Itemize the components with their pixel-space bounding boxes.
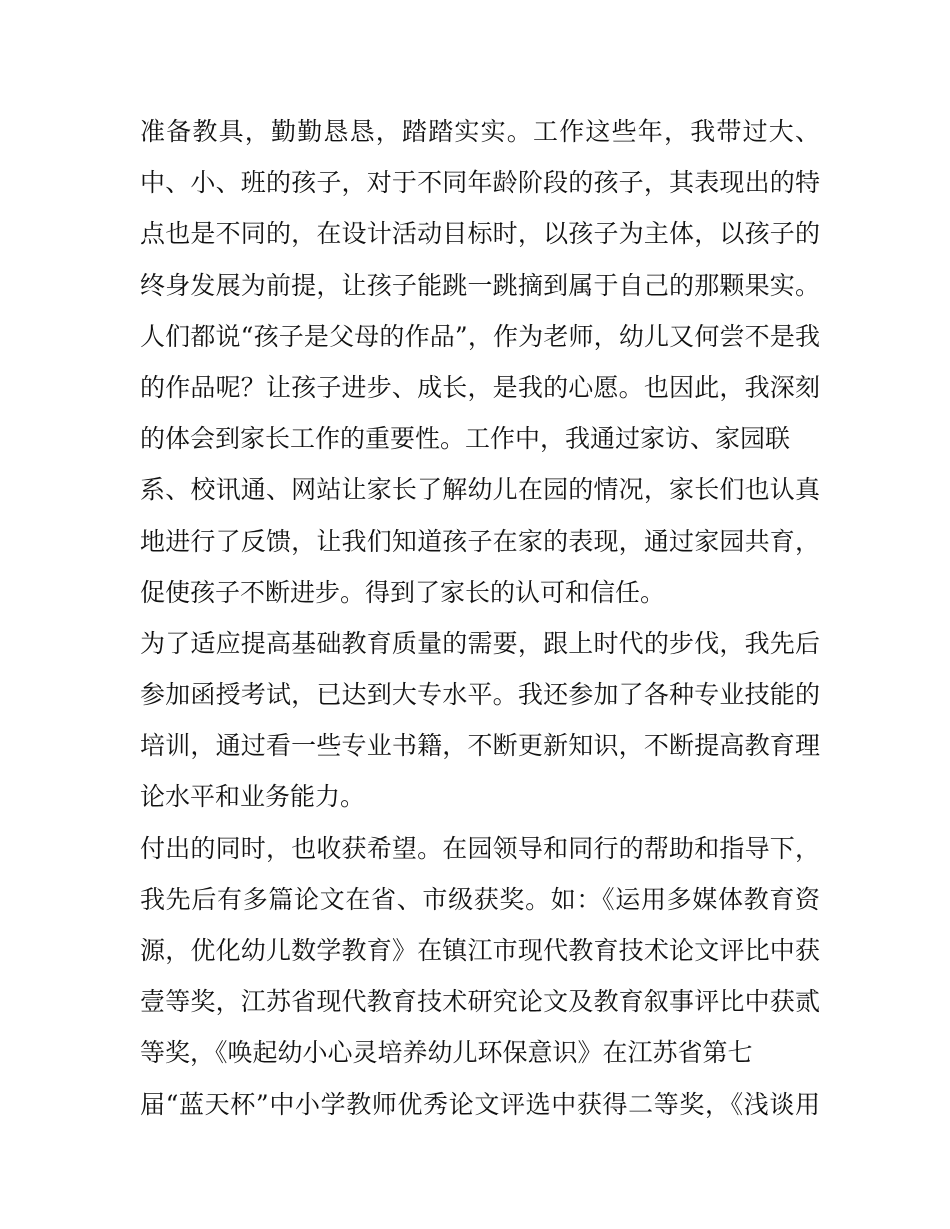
text-line: 点也是不同的，在设计活动目标时，以孩子为主体，以孩子的 [140,219,820,249]
text-line: 人们都说“孩子是父母的作品”，作为老师，幼儿又何尝不是我 [140,321,820,351]
text-line: 终身发展为前提，让孩子能跳一跳摘到属于自己的那颗果实。 [140,270,820,300]
text-line: 我先后有多篇论文在省、市级获奖。如：《运用多媒体教育资 [140,884,820,914]
text-line: 培训，通过看一些专业书籍，不断更新知识，不断提高教育理 [140,731,820,761]
text-line: 中、小、班的孩子，对于不同年龄阶段的孩子，其表现出的特 [140,168,820,198]
text-line: 系、校讯通、网站让家长了解幼儿在园的情况，家长们也认真 [140,475,820,505]
body-text [140,106,820,1130]
text-line: 促使孩子不断进步。得到了家长的认可和信任。 [140,577,666,607]
text-line: 等奖，《唤起幼小心灵培养幼儿环保意识》在江苏省第七 [140,1038,753,1068]
text-line: 付出的同时，也收获希望。在园领导和同行的帮助和指导下， [140,833,820,863]
text-line: 地进行了反馈，让我们知道孩子在家的表现，通过家园共育， [140,526,820,556]
text-line: 参加函授考试，已达到大专水平。我还参加了各种专业技能的 [140,680,820,710]
text-line: 壹等奖，江苏省现代教育技术研究论文及教育叙事评比中获贰 [140,987,820,1017]
text-line: 准备教具，勤勤恳恳，踏踏实实。工作这些年，我带过大、 [140,117,820,146]
text-line: 论水平和业务能力。 [140,782,366,812]
text-line: 届“蓝天杯”中小学教师优秀论文评选中获得二等奖，《浅谈用 [140,1089,820,1119]
text-line: 的作品呢？让孩子进步、成长，是我的心愿。也因此，我深刻 [140,372,820,402]
text-line: 为了适应提高基础教育质量的需要，跟上时代的步伐，我先后 [140,628,820,658]
text-line: 源，优化幼儿数学教育》在镇江市现代教育技术论文评比中获 [140,936,820,965]
text-line: 的体会到家长工作的重要性。工作中，我通过家访、家园联 [140,424,791,454]
